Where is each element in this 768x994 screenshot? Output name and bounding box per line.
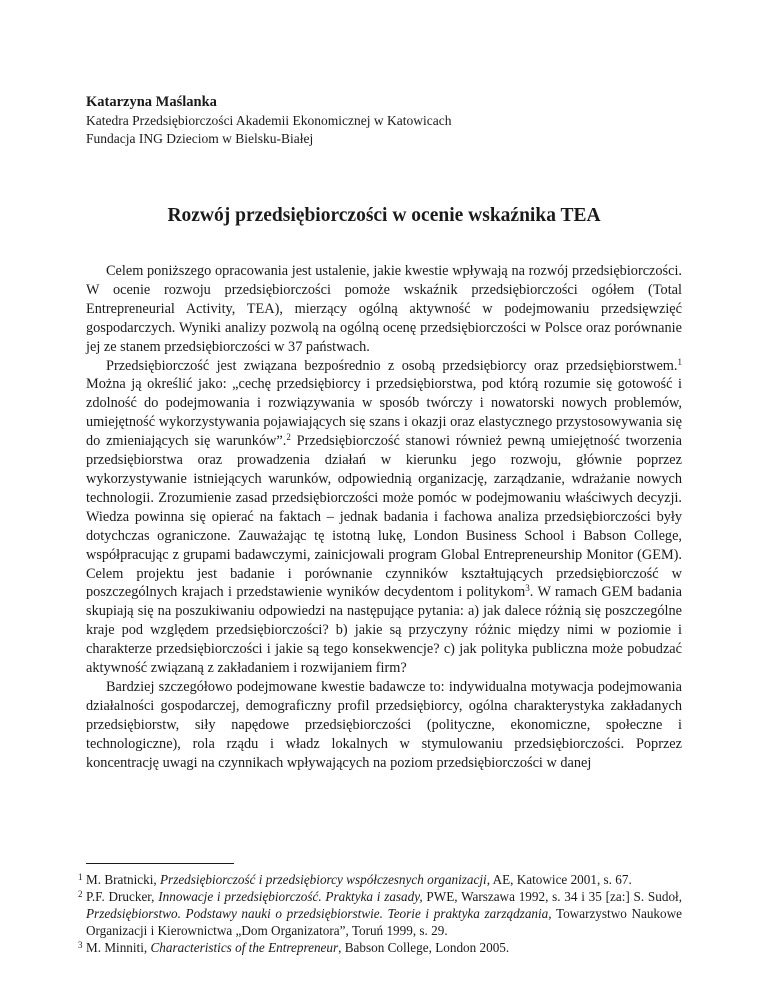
author-name: Katarzyna Maślanka (86, 94, 217, 110)
author-block (86, 92, 686, 148)
footnote-2-title-2: Przedsiębiorstwo. Podstawy nauki o przedsiębiorstwie. Teorie i praktyka zarządzania, (86, 906, 552, 921)
paragraph-3: Bardziej szczegółowo podejmowane kwestie badawcze to: indywidualna motywacja podejmowania działalności gospodarczej, demograficzny profil przedsiębiorcy, ogólna charakterystyka zakładanych przedsiębiorstw, siły napędowe przedsiębiorczości (polityczne, ekonomiczne, społeczne i technologiczne), rola rządu i władz lokalnych w stymulowaniu przedsiębiorczości. Poprzez koncentrację uwagi na czynnikach wpływających na poziom przedsiębiorczości w danej (86, 678, 682, 771)
footnote-2-mid: PWE, Warszawa 1992, s. 34 i 35 [za:] S. Sudoł, (422, 889, 683, 904)
footnote-1-lead: M. Bratnicki, (86, 872, 160, 887)
footnote-3 (78, 939, 682, 956)
footnote-2-number: 2 (78, 889, 83, 899)
footnote-2-tail: Towarzystwo Naukowe Organizacji i Kierownictwa „Dom Organizatora”, Toruń 1999, s. 29. (86, 906, 682, 938)
footnote-3-title: Characteristics of the Entrepreneur (150, 940, 339, 955)
footnotes (78, 871, 683, 956)
footnote-1-title: Przedsiębiorczość i przedsiębiorcy współczesnych organizacji (160, 872, 487, 887)
footnote-3-number: 3 (78, 940, 83, 950)
footnote-1 (78, 871, 682, 888)
affiliation-1: Katedra Przedsiębiorczości Akademii Ekonomicznej w Katowicach (86, 113, 452, 128)
footnote-2-title: Innowacje i przedsiębiorczość. Praktyka i zasady, (158, 889, 423, 904)
paragraph-2 (86, 357, 682, 678)
article-body (86, 262, 682, 772)
footnote-ref-1[interactable]: 1 (677, 356, 682, 367)
paragraph-2-part-b: Można ją określić jako: „cechę przedsiębiorcy i przedsiębiorstwa, pod którą rozumie się gotowość i zdolność do podejmowania i rozwiązywania w sposób twórczy i nowatorski nowych problemów, umiejętność wykorzystywania pojawiających się szans i okazji oraz elastycznego przystosowywania się do zmieniających się warunków”. (86, 376, 682, 450)
paragraph-1: Celem poniższego opracowania jest ustalenie, jakie kwestie wpływają na rozwój przedsiębiorczości. W ocenie rozwoju przedsiębiorczości pomoże wskaźnik przedsiębiorczości ogółem (Total Entrepreneurial Activity, TEA), mierzący ogólną aktywność w podejmowaniu przedsięwzięć gospodarczych. Wyniki analizy pozwolą na ogólną ocenę przedsiębiorczości w Polsce oraz porównanie jej ze stanem przedsiębiorczości w 37 państwach. (86, 263, 682, 355)
paragraph-2-part-d: . W ramach GEM badania skupiają się na poszukiwaniu odpowiedzi na następujące pytania: a) jak dalece różnią się poszczególne kraje pod względem przedsiębiorczości? b) jakie są przyczyny różnic między nimi w poziomie i charakterze przedsiębiorczości i jakie są tego konsekwencje? c) jak polityka publiczna może pobudzać aktywność związaną z zakładaniem i rozwijaniem firm? (86, 584, 682, 677)
footnote-2-lead: P.F. Drucker, (86, 889, 159, 904)
footnote-1-tail: , AE, Katowice 2001, s. 67. (486, 872, 632, 887)
paragraph-2-part-c: Przedsiębiorczość stanowi również pewną umiejętność tworzenia przedsiębiorstwa oraz prowadzenia działań w kierunku jego rozwoju, głównie poprzez wykorzystywanie istniejących warunków, odpowiednią organizację, zarządzanie, wdrażanie nowych technologii. Zrozumienie zasad przedsiębiorczości może pomóc w podejmowaniu właściwych decyzji. Wiedza powinna się opierać na faktach – jednak badania i fachowa analiza przedsiębiorczości były dotychczas ograniczone. Zauważając tę istotną lukę, London Business School i Babson College, współpracując z grupami badawczymi, zainicjowali program Global Entrepreneurship Monitor (GEM). Celem projektu jest badanie i porównanie czynników kształtujących przedsiębiorczość w poszczególnych krajach i przedstawienie wyników decydentom i politykom (86, 433, 682, 601)
footnote-3-tail: , Babson College, London 2005. (338, 940, 510, 955)
footnote-divider (86, 863, 234, 864)
paragraph-2-part-a: Przedsiębiorczość jest związana bezpośrednio z osobą przedsiębiorcy oraz przedsiębiorstwem. (106, 357, 678, 374)
footnote-3-lead: M. Minniti, (86, 940, 151, 955)
footnote-2 (78, 888, 683, 939)
footnote-ref-3[interactable]: 3 (525, 583, 530, 594)
affiliation-2: Fundacja ING Dzieciom w Bielsku-Białej (86, 131, 314, 146)
article-title: Rozwój przedsiębiorczości w ocenie wskaźnika TEA (167, 205, 601, 226)
footnote-ref-2[interactable]: 2 (286, 432, 291, 443)
footnote-1-number: 1 (78, 872, 83, 882)
